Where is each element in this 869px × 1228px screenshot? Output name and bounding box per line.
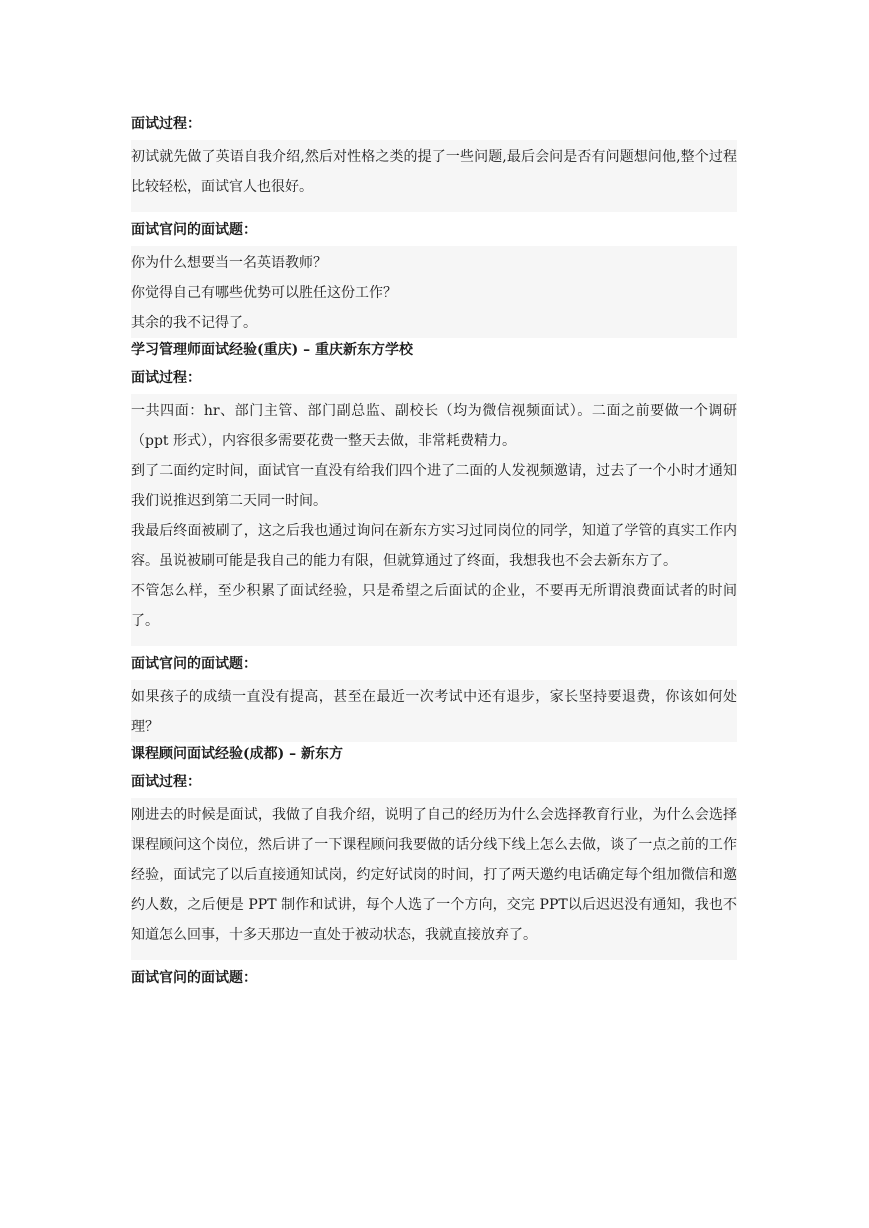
section-7 — [131, 770, 737, 960]
paragraph: 如果孩子的成绩一直没有提高，甚至在最近一次考试中还有退步，家长坚持要退费，你该如何处理？ — [131, 689, 737, 735]
section-3 — [131, 338, 737, 366]
paragraph: 初试就先做了英语自我介绍,然后对性格之类的提了一些问题,最后会问是否有问题想问他,整个过程比较轻松，面试官人也很好。 — [131, 149, 737, 195]
document-content — [131, 112, 737, 994]
paragraph: 不管怎么样，至少积累了面试经验，只是希望之后面试的企业，不要再无所谓浪费面试者的时间了。 — [131, 583, 737, 629]
section-6 — [131, 742, 737, 770]
section-heading: 面试过程： — [131, 774, 201, 790]
section-4 — [131, 366, 737, 646]
section-body — [131, 798, 737, 960]
section-body — [131, 680, 737, 742]
article-title: 学习管理师面试经验(重庆) – 重庆新东方学校 — [131, 342, 413, 358]
paragraph: 我最后终面被刷了，这之后我也通过询问在新东方实习过同岗位的同学，知道了学管的真实工作内容。虽说被刷可能是我自己的能力有限，但就算通过了终面，我想我也不会去新东方了。 — [131, 523, 737, 569]
article-title: 课程顾问面试经验(成都) – 新东方 — [131, 746, 343, 762]
paragraph: 刚进去的时候是面试，我做了自我介绍，说明了自己的经历为什么会选择教育行业，为什么会选择课程顾问这个岗位，然后讲了一下课程顾问我要做的话分线下线上怎么去做，谈了一点之前的工作经验，面试完了以后直接通知试岗，约定好试岗的时间，打了两天邀约电话确定每个组加微信和邀约人数，之后便是 PPT 制作和试讲，每个人选了一个方向，交完 PPT以后迟迟没有通知，我也不知道怎么回事，十多天那边一直处于被动状态，我就直接放弃了。 — [131, 807, 737, 943]
section-body — [131, 140, 737, 212]
paragraph: 你觉得自己有哪些优势可以胜任这份工作？ — [131, 285, 397, 301]
paragraph: 一共四面：hr、部门主管、部门副总监、副校长（均为微信视频面试）。二面之前要做一个调研（ppt 形式），内容很多需要花费一整天去做，非常耗费精力。 — [131, 403, 737, 449]
paragraph: 你为什么想要当一名英语教师？ — [131, 255, 327, 271]
paragraph: 其余的我不记得了。 — [131, 315, 257, 331]
section-heading: 面试过程： — [131, 370, 201, 386]
paragraph: 到了二面约定时间，面试官一直没有给我们四个进了二面的人发视频邀请，过去了一个小时才通知我们说推迟到第二天同一时间。 — [131, 463, 737, 509]
section-8 — [131, 966, 737, 994]
section-body — [131, 394, 737, 646]
section-1 — [131, 112, 737, 212]
section-body — [131, 246, 737, 338]
section-5 — [131, 652, 737, 742]
section-heading: 面试官问的面试题： — [131, 656, 257, 672]
section-heading: 面试过程： — [131, 116, 201, 132]
section-2 — [131, 218, 737, 338]
section-heading: 面试官问的面试题： — [131, 970, 257, 986]
section-heading: 面试官问的面试题： — [131, 222, 257, 238]
